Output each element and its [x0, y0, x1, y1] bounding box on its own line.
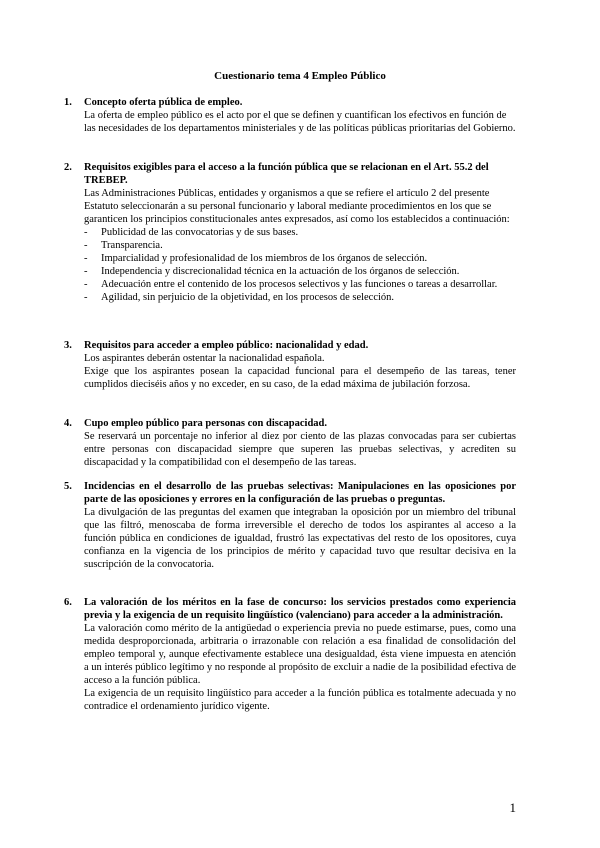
section-number: 4.: [64, 418, 72, 429]
section-6: [64, 596, 516, 713]
section-1: [64, 96, 516, 135]
section-number: 1.: [64, 97, 72, 108]
section-paragraph: La divulgación de las preguntas del examen que integraban la oposición por un miembro del tribunal que las filtró, menoscaba de forma irreversible el derecho de todos los aspirantes al acceso a la función pública en condiciones de igualdad, frustró las expectativas del resto de los opositores, cuya confianza en la vigencia de los principios de mérito y capacidad tuvo que resultar decisiva en la suscripción de la convocatoria.: [84, 507, 516, 570]
section-4: [64, 417, 516, 469]
section-number: 2.: [64, 162, 72, 173]
list-item: - Publicidad de las convocatorias y de sus bases.: [84, 226, 516, 239]
section-heading: Concepto oferta pública de empleo.: [84, 97, 243, 108]
section-heading: Requisitos exigibles para el acceso a la función pública que se relacionan en el Art. 55.2 del TREBEP.: [84, 162, 489, 186]
section-paragraph: La valoración como mérito de la antigüedad o experiencia previa no puede estimarse, pues, como una medida desproporcionada, arbitraria o irrazonable con relación a esa finalidad de consolidación del empleo temporal y, aunque efectivamente establece una desigualdad, ésta viene impuesta en atención a un interés público legítimo y no responde al propósito de excluir a nadie de la posibilidad efectiva de acceso a la función pública.: [84, 623, 516, 686]
section-3: [64, 339, 516, 391]
section-2: [64, 161, 516, 304]
section-heading: Cupo empleo público para personas con discapacidad.: [84, 418, 327, 429]
list-item: - Transparencia.: [84, 239, 516, 252]
list-item: - Adecuación entre el contenido de los procesos selectivos y las funciones o tareas a desarrollar.: [84, 278, 516, 291]
section-heading: La valoración de los méritos en la fase de concurso: los servicios prestados como experiencia previa y la exigencia de un requisito lingüístico (valenciano) para acceder a la administración.: [84, 597, 516, 621]
section-heading: Requisitos para acceder a empleo público: nacionalidad y edad.: [84, 340, 369, 351]
section-paragraph: La exigencia de un requisito lingüístico para acceder a la función pública es totalmente adecuada y no contradice el ordenamiento jurídico vigente.: [84, 688, 516, 712]
section-number: 5.: [64, 481, 72, 492]
document-title: Cuestionario tema 4 Empleo Público: [214, 70, 386, 82]
requirements-list: [84, 226, 516, 304]
section-paragraph: Los aspirantes deberán ostentar la nacionalidad española.: [84, 353, 325, 364]
section-paragraph: Las Administraciones Públicas, entidades y organismos a que se refiere el artículo 2 del presente Estatuto seleccionarán a su personal funcionario y laboral mediante procedimientos en los que se garanticen los principios constitucionales antes expresados, así como los establecidos a continuación:: [84, 188, 510, 225]
list-item: - Imparcialidad y profesionalidad de los miembros de los órganos de selección.: [84, 252, 516, 265]
page-number: 1: [509, 800, 516, 815]
section-number: 3.: [64, 340, 72, 351]
section-paragraph: Se reservará un porcentaje no inferior al diez por ciento de las plazas convocadas para ser cubiertas entre personas con discapacidad siempre que superen las pruebas selectivas, y acrediten su discapacidad y la compatibilidad con el desempeño de las tareas.: [84, 431, 516, 468]
section-heading: Incidencias en el desarrollo de las pruebas selectivas: Manipulaciones en las oposiciones por parte de las oposiciones y errores en la configuración de las pruebas o preguntas.: [84, 481, 516, 505]
section-paragraph: La oferta de empleo público es el acto por el que se definen y cuantifican los efectivos en función de las necesidades de los departamentos ministeriales y de las políticas públicas prioritarias del Gobierno.: [84, 110, 516, 134]
section-5: [64, 480, 516, 571]
list-item: - Independencia y discrecionalidad técnica en la actuación de los órganos de selección.: [84, 265, 516, 278]
list-item: - Agilidad, sin perjuicio de la objetividad, en los procesos de selección.: [84, 291, 516, 304]
section-paragraph: Exige que los aspirantes posean la capacidad funcional para el desempeño de las tareas, tener cumplidos dieciséis años y no exceder, en su caso, de la edad máxima de jubilación forzosa.: [84, 366, 516, 390]
section-number: 6.: [64, 597, 72, 608]
